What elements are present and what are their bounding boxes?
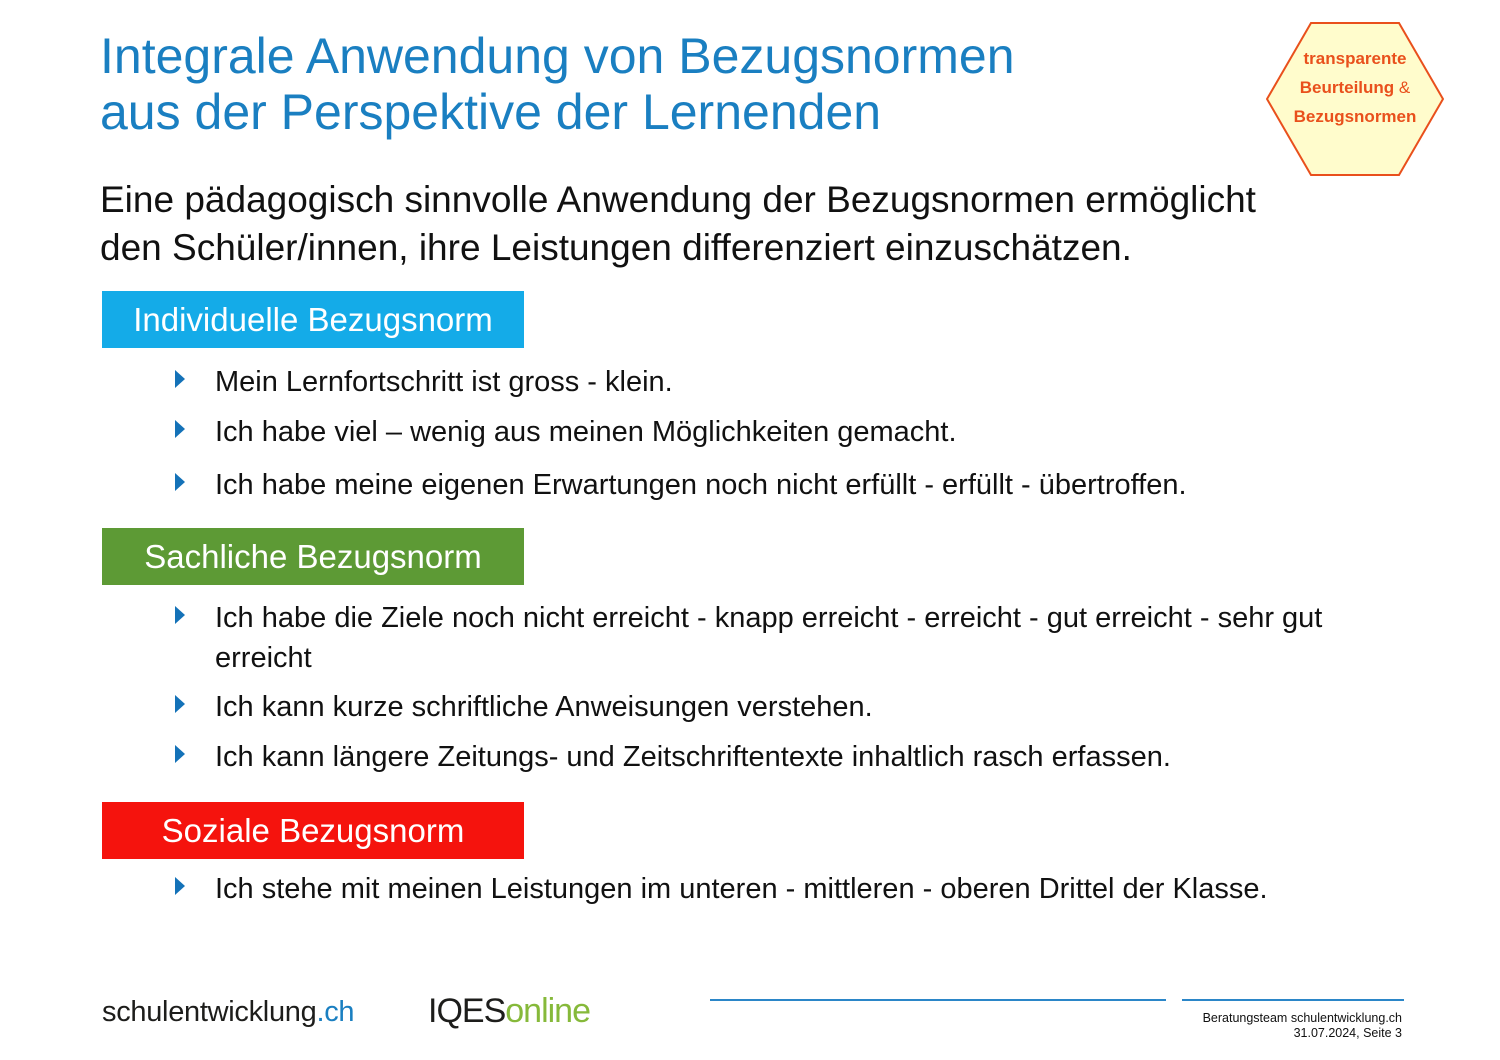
footer-date-page: 31.07.2024, Seite 3 [1293, 1026, 1402, 1040]
section-label-soziale: Soziale Bezugsnorm [102, 802, 524, 859]
slide-title [100, 28, 1240, 140]
intro-text [100, 176, 1400, 272]
logo2-main: IQES [428, 992, 506, 1030]
badge-text [1266, 44, 1444, 131]
logo1-suffix: .ch [316, 996, 355, 1028]
badge-line1: transparente [1303, 49, 1407, 68]
triangle-right-icon [175, 877, 185, 895]
bullet-text: Ich habe viel – wenig aus meinen Möglichkeiten gemacht. [215, 416, 957, 448]
footer-divider [710, 999, 1166, 1001]
triangle-right-icon [175, 745, 185, 763]
footer-info [1150, 1011, 1402, 1041]
iqes-online-logo [428, 992, 590, 1031]
triangle-right-icon [175, 606, 185, 624]
bullet-text: Ich kann kurze schriftliche Anweisungen verstehen. [215, 691, 873, 723]
badge-line2 [1266, 73, 1444, 102]
badge-ampersand: & [1398, 78, 1411, 97]
footer-divider [1182, 999, 1404, 1001]
logo1-main: schulentwicklung [102, 996, 317, 1028]
bullet-text: Ich habe meine eigenen Erwartungen noch nicht erfüllt - erfüllt - übertroffen. [215, 469, 1187, 501]
topic-badge [1266, 22, 1444, 176]
bullet-text: Ich kann längere Zeitungs- und Zeitschriftentexte inhaltlich rasch erfassen. [215, 741, 1171, 773]
triangle-right-icon [175, 420, 185, 438]
footer-team: Beratungsteam schulentwicklung.ch [1202, 1011, 1402, 1025]
bullet-text: Ich habe die Ziele noch nicht erreicht - knapp erreicht - erreicht - gut erreicht - sehr gut erreicht [215, 602, 1323, 674]
bullet-text: Ich stehe mit meinen Leistungen im unteren - mittleren - oberen Drittel der Klasse. [215, 873, 1268, 905]
slide-title-line2: aus der Perspektive der Lernenden [100, 84, 882, 140]
badge-line3: Bezugsnormen [1293, 107, 1417, 126]
logo2-suffix: online [505, 992, 590, 1030]
section-label-sachliche: Sachliche Bezugsnorm [102, 528, 524, 585]
section-label-individuelle: Individuelle Bezugsnorm [102, 291, 524, 348]
triangle-right-icon [175, 695, 185, 713]
badge-line2-text: Beurteilung [1299, 78, 1395, 97]
schulentwicklung-logo [102, 996, 354, 1029]
intro-line2: den Schüler/innen, ihre Leistungen differenziert einzuschätzen. [100, 227, 1132, 268]
bullet-text: Mein Lernfortschritt ist gross - klein. [215, 366, 673, 398]
triangle-right-icon [175, 473, 185, 491]
intro-line1: Eine pädagogisch sinnvolle Anwendung der Bezugsnormen ermöglicht [100, 179, 1256, 220]
slide-title-line1: Integrale Anwendung von Bezugsnormen [100, 28, 1015, 84]
triangle-right-icon [175, 370, 185, 388]
